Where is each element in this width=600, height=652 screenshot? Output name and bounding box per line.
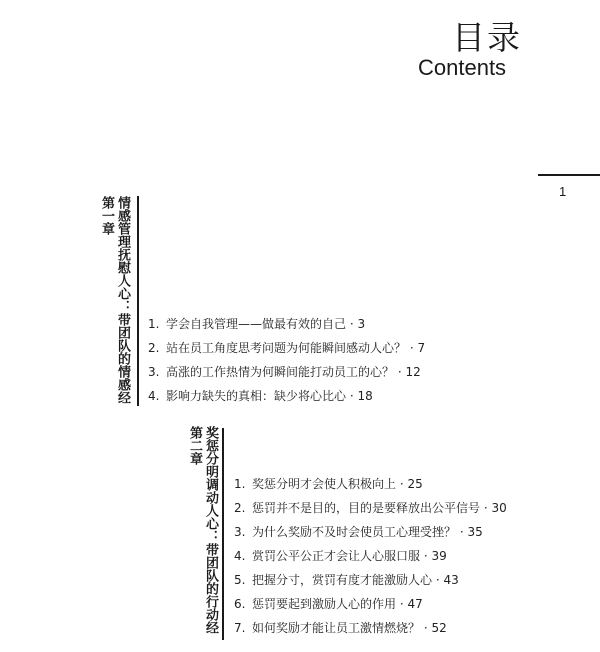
chapter-1-entry-2[interactable] [148, 336, 425, 360]
chapter-1-label: 第一章 [99, 196, 114, 235]
entry-number: 4. [148, 389, 160, 403]
chapter-2-entry-5[interactable] [234, 568, 507, 592]
toc-title-chinese: 目录 [452, 18, 522, 57]
chapter-1-entry-3[interactable] [148, 360, 425, 384]
toc-title-english: Contents [418, 55, 507, 80]
chapter-2-rule [222, 428, 224, 640]
entry-number: 2. [148, 341, 160, 355]
chapter-1-entry-4[interactable] [148, 384, 425, 408]
chapter-1-entry-1[interactable] [148, 312, 425, 336]
entry-text: 赏罚公平公正才会让人心服口服 · 39 [252, 549, 447, 563]
chapter-1-entries [148, 312, 425, 408]
chapter-2-entries [234, 472, 507, 640]
chapter-2-label: 第二章 [187, 426, 202, 465]
chapter-2-entry-4[interactable] [234, 544, 507, 568]
entry-text: 奖惩分明才会使人积极向上 · 25 [252, 477, 423, 491]
entry-text: 惩罚并不是目的，目的是要释放出公平信号 · 30 [252, 501, 507, 515]
chapter-1-title: 情感管理抚慰人心：带团队的情感经 [115, 196, 130, 404]
entry-text: 影响力缺失的真相：缺少将心比心 · 18 [166, 389, 373, 403]
entry-number: 3. [234, 525, 246, 539]
entry-number: 4. [234, 549, 246, 563]
entry-text: 为什么奖励不及时会使员工心理受挫？ · 35 [252, 525, 483, 539]
chapter-2-title: 奖惩分明调动人心：带团队的行动经 [203, 426, 218, 634]
chapter-2-entry-1[interactable] [234, 472, 507, 496]
entry-number: 1. [234, 477, 246, 491]
entry-number: 5. [234, 573, 246, 587]
chapter-2-entry-3[interactable] [234, 520, 507, 544]
entry-number: 1. [148, 317, 160, 331]
page-number-rule [538, 174, 600, 176]
entry-text: 惩罚要起到激励人心的作用 · 47 [252, 597, 423, 611]
entry-number: 2. [234, 501, 246, 515]
page-number: 1 [559, 184, 567, 199]
entry-text: 把握分寸，赏罚有度才能激励人心 · 43 [252, 573, 459, 587]
chapter-2-entry-7[interactable] [234, 616, 507, 640]
entry-number: 7. [234, 621, 246, 635]
chapter-1-rule [137, 196, 139, 406]
entry-number: 6. [234, 597, 246, 611]
entry-number: 3. [148, 365, 160, 379]
chapter-2-entry-6[interactable] [234, 592, 507, 616]
entry-text: 高涨的工作热情为何瞬间能打动员工的心？ · 12 [166, 365, 421, 379]
entry-text: 如何奖励才能让员工激情燃烧？ · 52 [252, 621, 447, 635]
entry-text: 学会自我管理——做最有效的自己 · 3 [166, 317, 366, 331]
chapter-2-entry-2[interactable] [234, 496, 507, 520]
entry-text: 站在员工角度思考问题为何能瞬间感动人心？ · 7 [166, 341, 426, 355]
